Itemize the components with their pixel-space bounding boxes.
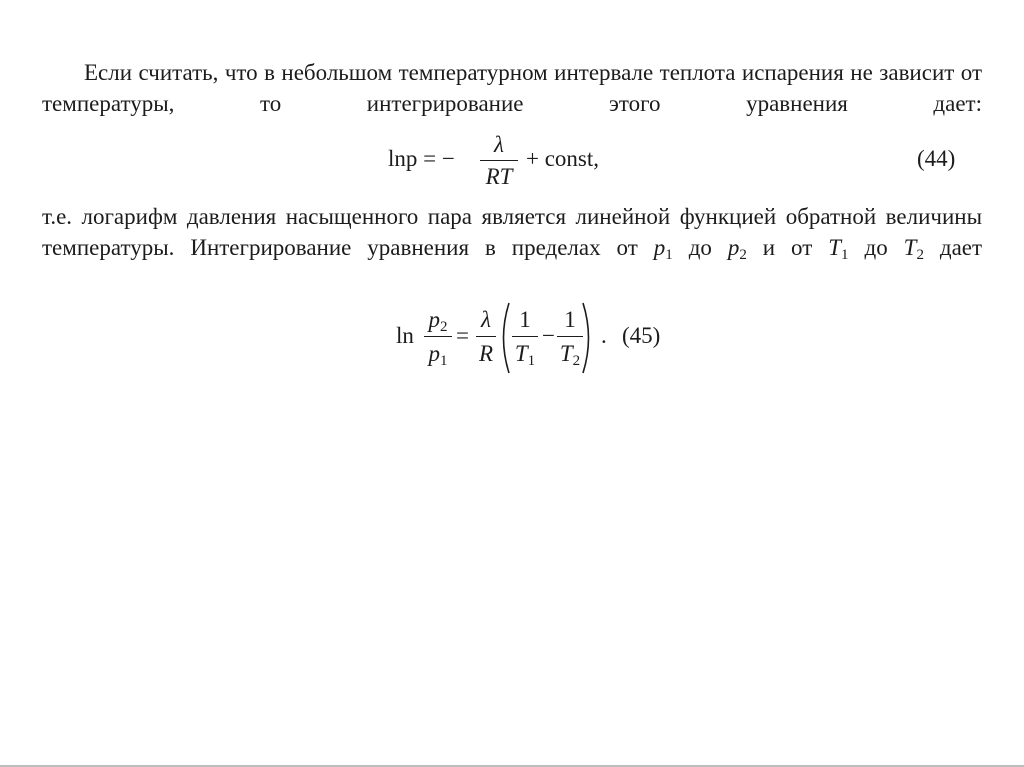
- minus-sign: −: [542, 323, 555, 348]
- equation-45: [396, 302, 696, 382]
- equation-45-number: (45): [622, 323, 661, 348]
- equation-45-pressure-ratio: [424, 306, 452, 369]
- equation-44-number: (44): [917, 146, 956, 171]
- symbol-T1-subscript: 1: [841, 247, 849, 263]
- ratio-denominator-p: p: [428, 341, 440, 366]
- fraction-bar: [476, 336, 496, 337]
- equation-44-lhs: lnp = −: [388, 146, 455, 171]
- ratio-numerator-p: p: [428, 307, 440, 332]
- equals-sign: =: [456, 323, 469, 348]
- symbol-p1-subscript: 1: [665, 247, 673, 263]
- symbol-T1: T: [828, 235, 842, 260]
- equation-44-denominator: RT: [485, 164, 513, 189]
- ratio-denominator: [424, 339, 452, 369]
- ratio-numerator-sub: 2: [440, 319, 448, 335]
- fraction-bar: [480, 160, 518, 161]
- symbol-p2-subscript: 2: [739, 247, 747, 263]
- reciprocal-t1-denominator: [512, 339, 538, 369]
- reciprocal-t1-numerator: 1: [519, 307, 531, 332]
- reciprocal-t2-numerator: 1: [564, 307, 576, 332]
- equation-45-reciprocal-t1: [512, 306, 538, 369]
- ratio-denominator-sub: 1: [440, 353, 448, 369]
- paragraph-explanation-line3a: и от: [746, 235, 829, 260]
- reciprocal-t2-denominator: [557, 339, 583, 369]
- symbol-T2-subscript: 2: [916, 247, 924, 263]
- fraction-bar: [424, 336, 452, 337]
- t1-symbol: T: [514, 341, 528, 366]
- t1-subscript: 1: [527, 353, 536, 369]
- fraction-bar: [557, 336, 583, 337]
- symbol-T2: T: [903, 235, 917, 260]
- equation-45-lambda-over-r: [476, 306, 496, 369]
- paragraph-explanation-line3b: до: [848, 235, 904, 260]
- equation-44-rhs: + const,: [526, 146, 600, 171]
- left-parenthesis: [497, 302, 511, 374]
- paragraph-intro-line2: не зависит от температуры, то интегрирование этого уравнения дает:: [42, 60, 983, 116]
- equation-45-reciprocal-t2: [557, 306, 583, 369]
- right-parenthesis: [581, 302, 595, 374]
- lambda-symbol: λ: [481, 307, 491, 332]
- paragraph-intro-line1: Если считать, что в небольшом температурном интервале теплота испарения: [84, 60, 844, 85]
- equation-45-ln: ln: [396, 323, 414, 348]
- equation-44-fraction: [480, 131, 518, 191]
- paragraph-explanation-line1: т.е. логарифм давления насыщенного пара является линейной функцией: [42, 204, 777, 229]
- symbol-p1: p: [653, 235, 666, 260]
- ratio-numerator: [424, 306, 452, 334]
- paragraph-explanation-line2a: обратной величины температуры. Интегрирование уравнения в пределах от: [42, 204, 983, 260]
- symbol-p2: p: [727, 235, 740, 260]
- paragraph-explanation-line2b: до: [672, 235, 712, 260]
- gas-constant-symbol: R: [478, 341, 494, 366]
- t2-symbol: T: [559, 341, 573, 366]
- equation-45-period: .: [601, 323, 607, 348]
- paragraph-explanation-line3c: дает: [923, 235, 983, 260]
- paragraph-explanation: [42, 201, 982, 294]
- fraction-bar: [512, 336, 538, 337]
- t2-subscript: 2: [572, 353, 581, 369]
- equation-44-numerator: λ: [494, 132, 504, 157]
